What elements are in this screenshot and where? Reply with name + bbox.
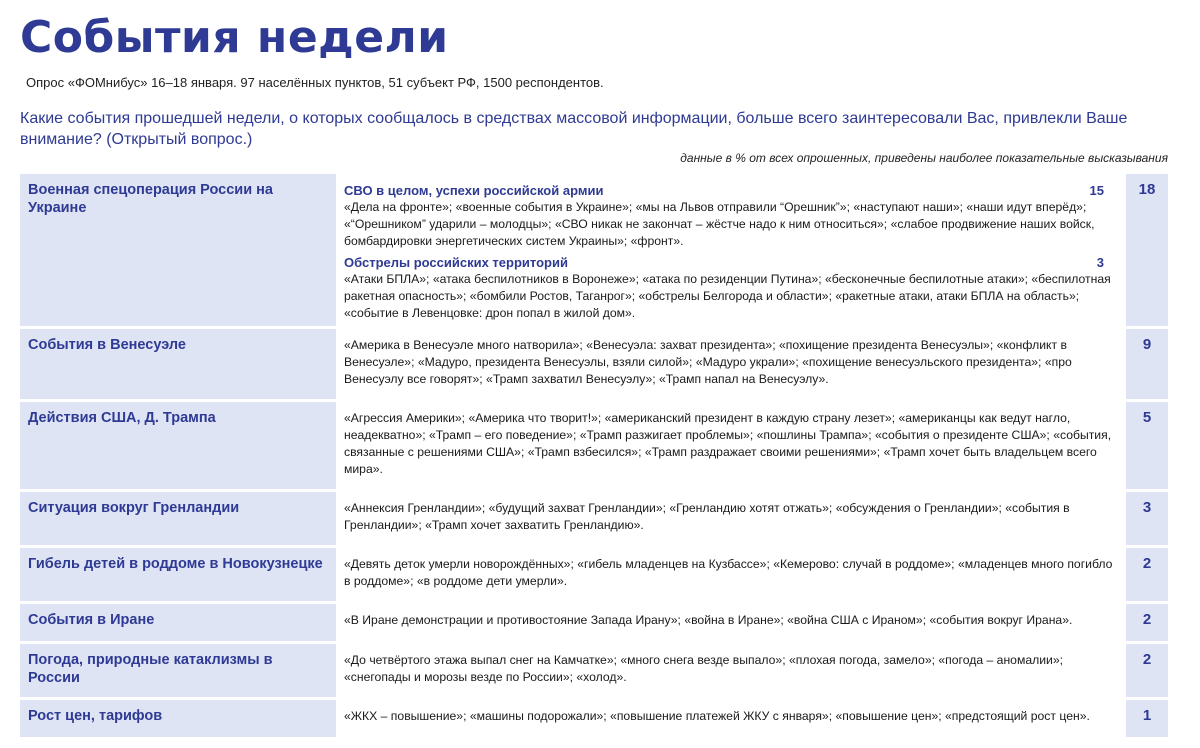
row-category: Погода, природные катаклизмы в России — [20, 644, 338, 697]
results-table — [20, 174, 1168, 740]
sub-category-value: 3 — [1096, 255, 1104, 270]
row-value: 5 — [1126, 402, 1168, 489]
row-description: «ЖКХ – повышение»; «машины подорожали»; «повышение платежей ЖКУ с января»; «повышение цен»; «предстоящий рост цен». — [338, 700, 1126, 737]
row-description: «Аннексия Гренландии»; «будущий захват Гренландии»; «Гренландию хотят отжать»; «обсуждения о Гренландии»; «события в Гренландии»; «Трамп хочет захватить Гренландию». — [338, 492, 1126, 545]
survey-info: Опрос «ФОМнибус» 16–18 января. 97 населённых пунктов, 51 субъект РФ, 1500 респондентов. — [26, 75, 604, 90]
row-value: 1 — [1126, 700, 1168, 737]
row-value: 18 — [1126, 174, 1168, 326]
sub-category-header — [344, 182, 1120, 199]
row-description: «Агрессия Америки»; «Америка что творит!»; «американский президент в каждую страну лезет»; «американцы как ведут нагло, неадекватно»; «Трамп – его поведение»; «Трамп разжигает проблемы»; «пошлины Трампа»; «события о президенте США»; «события, связанные с решениями США»; «Трамп взбесился»; «Трамп раздражает своими решениями»; «Трамп хочет быть владельцем всего мира». — [338, 402, 1126, 489]
sub-category-title: Обстрелы российских территорий — [344, 255, 568, 270]
row-value: 2 — [1126, 548, 1168, 601]
row-value: 3 — [1126, 492, 1168, 545]
row-value: 9 — [1126, 329, 1168, 399]
sub-category-title: СВО в целом, успехи российской армии — [344, 183, 604, 198]
sub-category-quotes: «Атаки БПЛА»; «атака беспилотников в Воронеже»; «атака по резиденции Путина»; «бесконечные беспилотные атаки»; «беспилотная ракетная опасность»; «бомбили Ростов, Таганрог»; «обстрелы Белгорода и области»; «ракетные атаки, атаки БПЛА на область»; «событие в Левенцовке: дрон попал в жилой дом». — [344, 272, 1111, 320]
row-description: «В Иране демонстрации и противостояние Запада Ирану»; «война в Иране»; «война США с Ираном»; «события вокруг Ирана». — [338, 604, 1126, 641]
page-title: События недели — [20, 12, 449, 63]
table-row — [20, 700, 1168, 740]
row-description — [338, 174, 1126, 326]
table-row — [20, 402, 1168, 492]
row-value: 2 — [1126, 644, 1168, 697]
row-category: Военная спецоперация России на Украине — [20, 174, 338, 326]
row-category: События в Иране — [20, 604, 338, 641]
row-category: Гибель детей в роддоме в Новокузнецке — [20, 548, 338, 601]
table-row — [20, 604, 1168, 644]
table-row — [20, 548, 1168, 604]
sub-category-quotes: «Дела на фронте»; «военные события в Украине»; «мы на Львов отправили “Орешник”»; «наступают наши»; «наши идут вперёд»; «“Орешником” ударили – молодцы»; «СВО никак не закончат – жёстче надо к ним относиться»; «слабое продвижение наших войск, бомбардировки энергетических систем Украины»; «фронт». — [344, 200, 1095, 248]
row-description: «Америка в Венесуэле много натворила»; «Венесуэла: захват президента»; «похищение президента Венесуэлы»; «конфликт в Венесуэле»; «Мадуро, президента Венесуэлы, взяли силой»; «Мадуро украли»; «похищение венесуэльского президента»; «про Венесуэлу все говорят»; «Трамп захватил Венесуэлу»; «Трамп напал на Венесуэлу». — [338, 329, 1126, 399]
row-description: «До четвёртого этажа выпал снег на Камчатке»; «много снега везде выпало»; «плохая погода, замело»; «погода – аномалии»; «снегопады и морозы везде по России»; «холод». — [338, 644, 1126, 697]
row-value: 2 — [1126, 604, 1168, 641]
table-row — [20, 329, 1168, 402]
data-note: данные в % от всех опрошенных, приведены наиболее показательные высказывания — [680, 151, 1168, 165]
survey-question: Какие события прошедшей недели, о которых сообщалось в средствах массовой информации, больше всего заинтересовали Вас, привлекли Ваше внимание? (Открытый вопрос.) — [20, 110, 1128, 148]
sub-category-value: 15 — [1089, 183, 1104, 198]
row-category: Рост цен, тарифов — [20, 700, 338, 737]
table-row — [20, 174, 1168, 329]
table-row — [20, 644, 1168, 700]
sub-category-header — [344, 254, 1120, 271]
row-category: События в Венесуэле — [20, 329, 338, 399]
row-description: «Девять деток умерли новорождённых»; «гибель младенцев на Кузбассе»; «Кемерово: случай в роддоме»; «младенцев много погибло в роддоме»; «в роддоме дети умерли». — [338, 548, 1126, 601]
row-category: Действия США, Д. Трампа — [20, 402, 338, 489]
table-row — [20, 492, 1168, 548]
row-category: Ситуация вокруг Гренландии — [20, 492, 338, 545]
